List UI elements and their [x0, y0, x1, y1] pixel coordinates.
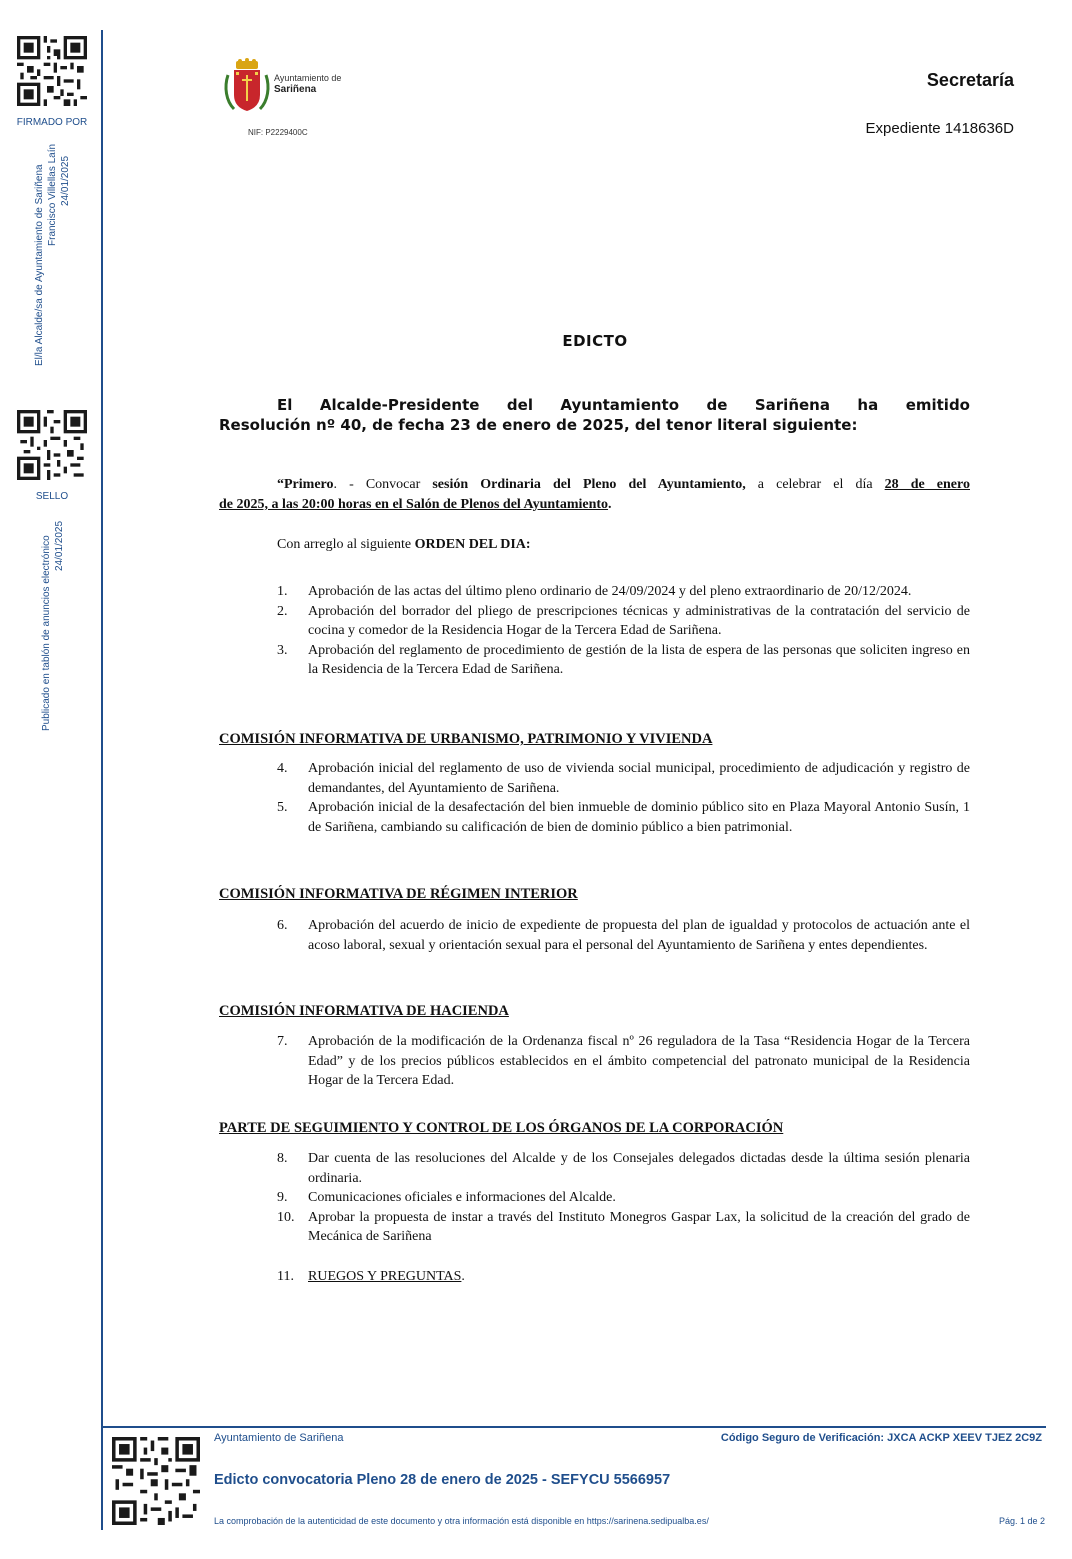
agenda-item-11: 11. RUEGOS Y PREGUNTAS. [219, 1267, 970, 1287]
agenda-item [219, 602, 970, 641]
item-text: Aprobación del acuerdo de inicio de expediente de propuesta del plan de igualdad y protocolos de actuación ante el acoso laboral, sexual y orientación sexual para el personal del Ayuntamiento de Sariñena y entes dependientes. [308, 918, 970, 953]
item-number: 6. [277, 918, 288, 933]
left-margin-rule [101, 30, 103, 1530]
footer-qr-code [112, 1437, 200, 1525]
agenda-item [219, 1188, 970, 1208]
item-text: Aprobación del reglamento de procedimiento de gestión de la lista de espera de las personas que soliciten ingreso en la Residencia de la Tercera Edad de Sariñena. [308, 642, 970, 677]
file-number: Expediente 1418636D [865, 120, 1014, 137]
footer-rule [101, 1426, 1046, 1428]
agenda-item [219, 582, 970, 602]
page-number: Pág. 1 de 2 [998, 1516, 1045, 1526]
item-text: Comunicaciones oficiales e informaciones del Alcalde. [308, 1190, 616, 1205]
item-number: 10. [277, 1209, 295, 1225]
item-text: RUEGOS Y PREGUNTAS [308, 1269, 462, 1284]
session-date-part2: de 2025, a las 20:00 horas en el Salón de Plenos del Ayuntamiento [219, 496, 609, 512]
signed-by-label: FIRMADO POR [16, 117, 88, 128]
agenda-list-regimen [219, 916, 970, 955]
heading-regimen-interior: COMISIÓN INFORMATIVA DE RÉGIMEN INTERIOR [219, 886, 578, 902]
item-number: 2. [277, 603, 288, 619]
department-heading: Secretaría [926, 70, 1014, 90]
item-text: Aprobación inicial del reglamento de uso de vivienda social municipal, procedimiento de adjudicación y registro de demandantes, del Ayuntamiento de Sariñena. [308, 761, 970, 796]
item-text: Aprobación del borrador del pliego de prescripciones técnicas y administrativas de la contratación del servicio de cocina y comedor de la Residencia Hogar de la Tercera Edad de Sariñena. [308, 603, 970, 638]
item-text: Dar cuenta de las resoluciones del Alcalde y de los Consejales delegados dictadas desde la última sesión plenaria ordinaria. [308, 1151, 970, 1186]
item-number: 5. [277, 800, 288, 815]
footer-document-title: Edicto convocatoria Pleno 28 de enero de 2025 - SEFYCU 5566957 [214, 1472, 671, 1488]
item-number: 1. [277, 584, 288, 599]
intro-line-2: Resolución nº 40, de fecha 23 de enero de 2025, del tenor literal siguiente: [219, 416, 858, 434]
nif-text: NIF: P2229400C [248, 128, 308, 137]
seal-date-text: 24/01/2025 [54, 520, 65, 571]
heading-hacienda: COMISIÓN INFORMATIVA DE HACIENDA [219, 1003, 509, 1019]
agenda-item [219, 641, 970, 680]
agenda-list-urbanismo [219, 759, 970, 837]
item-number: 7. [277, 1034, 288, 1049]
heading-seguimiento: PARTE DE SEGUIMIENTO Y CONTROL DE LOS ÓRGANOS DE LA CORPORACIÓN [219, 1120, 784, 1136]
intro-paragraph [219, 395, 970, 435]
item-number: 9. [277, 1190, 288, 1205]
agenda-label: ORDEN DEL DIA: [414, 537, 531, 552]
verification-notice: La comprobación de la autenticidad de este documento y otra información está disponible en https://sarinena.sedipualba.es/ [214, 1516, 709, 1526]
signer-date-text: 24/01/2025 [60, 155, 71, 206]
document-title: EDICTO [562, 332, 628, 350]
seal-description-text: Publicado en tablón de anuncios electrónico [41, 535, 52, 731]
seal-qr-code [17, 410, 87, 480]
item-number: 8. [277, 1151, 288, 1166]
agenda-item [219, 798, 970, 837]
seal-label: SELLO [35, 491, 69, 502]
agenda-list-seguimiento [219, 1149, 970, 1247]
signer-role-text: El/la Alcalde/sa de Ayuntamiento de Sariñena [34, 164, 45, 366]
session-type: sesión Ordinaria del Pleno del Ayuntamiento, [432, 477, 746, 492]
agenda-item [219, 759, 970, 798]
agenda-list-general [219, 582, 970, 680]
session-date-part1: 28 de enero [884, 477, 970, 492]
item-text: Aprobación inicial de la desafectación del bien inmueble de dominio público sito en Plaza Mayoral Antonio Susín, 1 de Sariñena, cambiando su calificación de bien de dominio público a bien patrimonial. [308, 800, 970, 835]
item-text: Aprobación de la modificación de la Ordenanza fiscal nº 26 reguladora de la Tasa “Residencia Hogar de la Tercera Edad” y de los precios públicos establecidos en el ámbito competencial del patronato municipal de la Residencia Hogar de la Tercera Edad. [308, 1034, 970, 1088]
agenda-item [219, 916, 970, 955]
agenda-item [219, 1208, 970, 1247]
agenda-item [219, 1149, 970, 1188]
intro-line-1: El Alcalde-Presidente del Ayuntamiento de Sariñena ha emitido [277, 396, 970, 414]
signer-name-text: Francisco Villellas Laín [47, 143, 58, 246]
agenda-intro: Con arreglo al siguiente ORDEN DEL DIA: [277, 537, 531, 552]
heading-urbanismo: COMISIÓN INFORMATIVA DE URBANISMO, PATRIMONIO Y VIVIENDA [219, 731, 713, 747]
item-text: Aprobar la propuesta de instar a través del Instituto Monegros Gaspar Lax, la solicitud de la creación del grado de Mecánica de Sariñena [308, 1209, 970, 1244]
primero-label: “Primero [277, 477, 334, 492]
footer-organization: Ayuntamiento de Sariñena [214, 1432, 344, 1444]
item-text: Aprobación de las actas del último pleno ordinario de 24/09/2024 y del pleno extraordinario de 20/12/2024. [308, 584, 912, 599]
agenda-list-hacienda [219, 1032, 970, 1091]
item-number: 11. [277, 1269, 294, 1284]
item-number: 4. [277, 761, 288, 776]
primero-paragraph: “Primero. - Convocar sesión Ordinaria del Pleno del Ayuntamiento, a celebrar el día 28 de enero de 2025, a las 20:00 horas en el Salón de Plenos del Ayuntamiento. [219, 477, 970, 512]
item-number: 3. [277, 642, 288, 658]
verification-code: Código Seguro de Verificación: JXCA ACKP XEEV TJEZ 2C9Z [720, 1432, 1042, 1444]
signature-qr-code [17, 36, 87, 106]
agenda-item [219, 1032, 970, 1091]
logo-wordmark: Ayuntamiento de Sariñena [274, 73, 342, 95]
